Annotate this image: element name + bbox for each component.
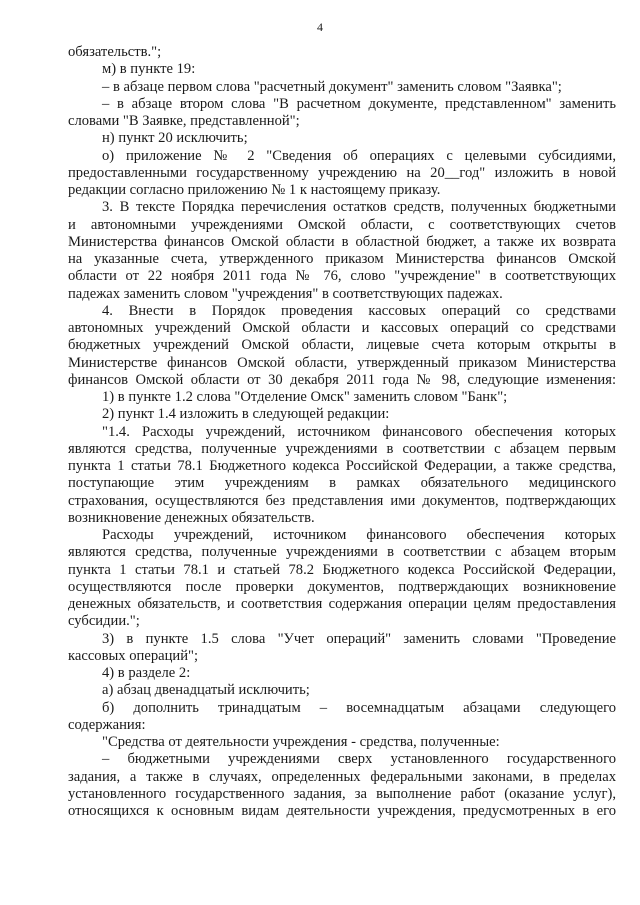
text-line: падежах заменить словом "учреждения" в соответствующих падежах. [68, 285, 503, 302]
text-line: пункта 1 статьи 78.1 и статьей 78.2 Бюджетного кодекса Российской Федерации, [68, 561, 616, 578]
text-line: пункта 1 статьи 78.1 Бюджетного кодекса Российской Федерации, а также средства, [68, 458, 616, 474]
text-line: являются средства, полученные учреждениями в соответствии с абзацем вторым [68, 544, 616, 561]
text-line: б) дополнить тринадцатым – восемнадцатым абзацами следующего [102, 699, 616, 716]
text-line: 3) в пункте 1.5 слова "Учет операций" заменить словами "Проведение [102, 630, 616, 647]
text-line: страхования, осуществляются без представления ими документов, подтверждающих [68, 492, 616, 509]
text-line: субсидии."; [68, 613, 140, 630]
text-line: 3. В тексте Порядка перечисления остатков средств, полученных бюджетными [102, 199, 616, 216]
text-line: финансов Омской области от 30 декабря 2011 года № 98, следующие изменения: [68, 371, 616, 388]
text-line: а) абзац двенадцатый исключить; [102, 682, 310, 699]
text-line: Министерстве финансов Омской области, утвержденный приказом Министерства [68, 354, 616, 371]
text-line: 1) в пункте 1.2 слова "Отделение Омск" заменить словом "Банк"; [102, 389, 508, 405]
text-line: предоставленными государственному учреждению на 20__год" изложить в новой [68, 164, 616, 181]
text-line: кассовых операций"; [68, 647, 199, 664]
text-line: Министерства финансов Омской области в областной бюджет, а также их возврата [68, 233, 616, 250]
text-line: о) приложение № 2 "Сведения об операциях с целевыми субсидиями, [102, 147, 616, 164]
text-line: обязательств."; [68, 44, 162, 60]
text-line: 4) в разделе 2: [102, 665, 191, 681]
text-line: задания, а также в случаях, определенных федеральными законами, в пределах [68, 768, 616, 785]
text-line: – в абзаце первом слова "расчетный документ" заменить словом "Заявка"; [102, 78, 562, 95]
text-line: – в абзаце втором слова "В расчетном документе, представленном" заменить [102, 95, 616, 112]
document-body [68, 44, 616, 820]
text-line: являются средства, полученные учреждениями в соответствии с абзацем первым [68, 440, 616, 457]
text-line: м) в пункте 19: [102, 61, 196, 78]
text-line: и автономными учреждениями Омской области, с соответствующих счетов [68, 216, 616, 233]
text-line: автономных учреждений Омской области и кассовых операций со средствами [68, 320, 616, 336]
text-line: поступающие этим учреждениям в рамках обязательного медицинского [68, 475, 616, 492]
text-line: – бюджетными учреждениями сверх установленного государственного [102, 751, 616, 768]
text-line: "1.4. Расходы учреждений, источником финансового обеспечения которых [102, 423, 616, 440]
text-line: области от 22 ноября 2011 года № 76, слово "учреждение" в соответствующих [68, 268, 616, 285]
text-line: относящихся к основным видам деятельности учреждения, предусмотренных в его [68, 803, 616, 819]
text-line: на указанные счета, утвержденного приказом Министерства финансов Омской [68, 251, 616, 267]
text-line: Расходы учреждений, источником финансового обеспечения которых [102, 527, 616, 543]
text-line: 4. Внести в Порядок проведения кассовых операций со средствами [102, 302, 616, 319]
text-line: словами "В Заявке, представленной"; [68, 113, 300, 129]
text-line: 2) пункт 1.4 изложить в следующей редакции: [102, 406, 390, 423]
text-line: содержания: [68, 716, 146, 733]
text-line: н) пункт 20 исключить; [102, 130, 248, 147]
text-line: возникновение денежных обязательств. [68, 509, 315, 526]
text-line: осуществляются после проверки документов, подтверждающих возникновение [68, 578, 616, 595]
text-line: денежных обязательств, и соответствия содержания операции целям предоставления [68, 596, 616, 612]
page-number: 4 [317, 20, 323, 34]
text-line: бюджетных учреждений Омской области, лицевые счета которым открыты в [68, 337, 616, 354]
text-line: "Средства от деятельности учреждения - средства, полученные: [102, 734, 500, 750]
text-line: установленного государственного задания, за выполнение работ (оказание услуг), [68, 785, 616, 802]
text-line: редакции согласно приложению № 1 к настоящему приказу. [68, 182, 441, 198]
